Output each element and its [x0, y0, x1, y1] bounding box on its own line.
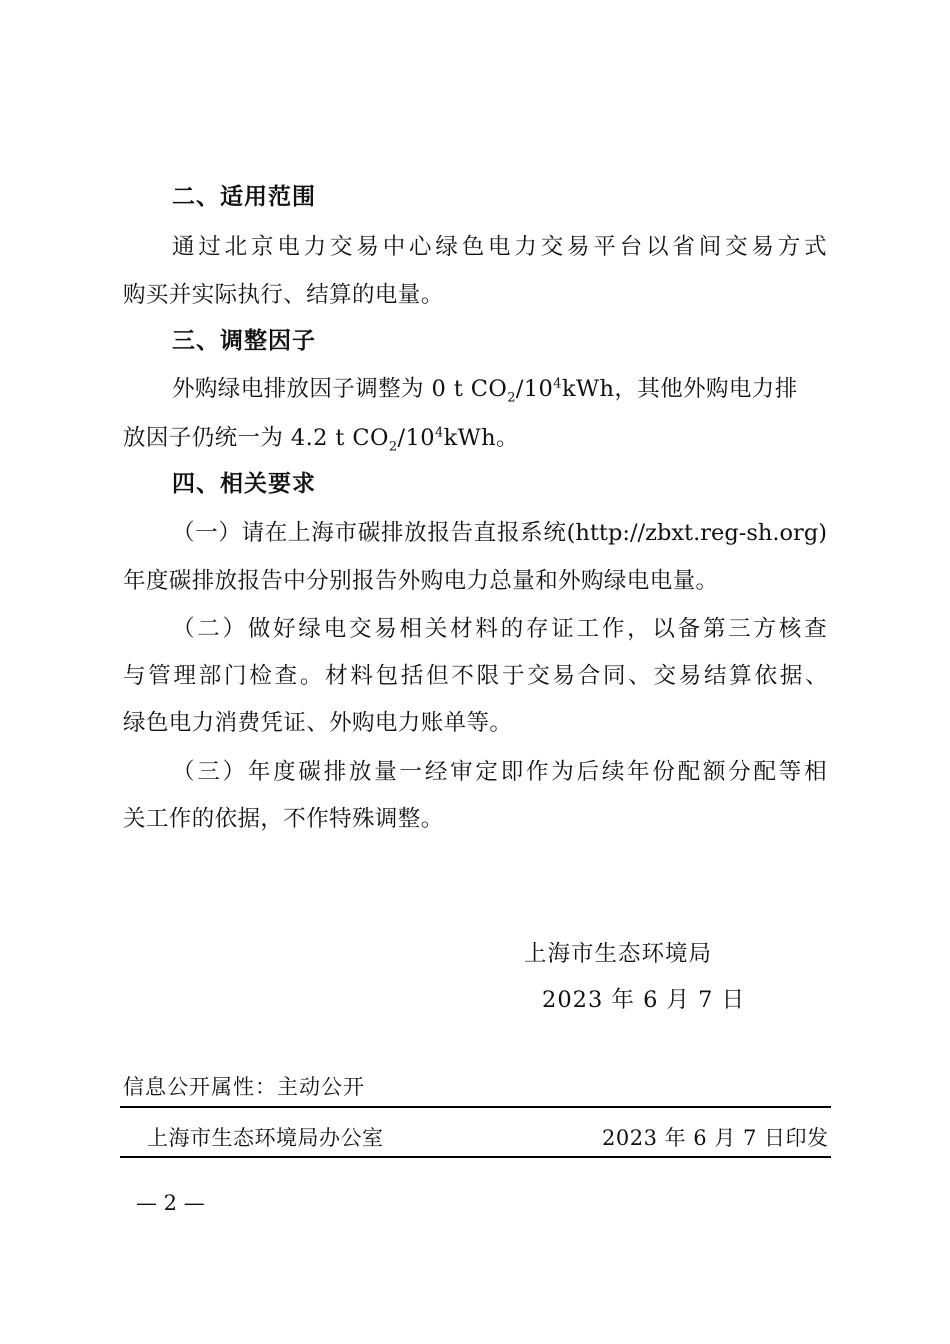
signature-organization: 上海市生态环境局 [524, 941, 713, 967]
scope-paragraph-line-2: 购买并实际执行、结算的电量。 [123, 282, 444, 308]
requirement-3-line-2: 关工作的依据，不作特殊调整。 [123, 806, 444, 832]
section-heading-factor: 三、调整因子 [172, 328, 316, 354]
section-heading-scope: 二、适用范围 [172, 184, 316, 210]
requirement-2-line-1: （二）做好绿电交易相关材料的存证工作，以备第三方核查 [172, 616, 827, 642]
issue-date: 2023 年 6 月 7 日印发 [602, 1126, 829, 1150]
section-heading-requirements: 四、相关要求 [172, 471, 316, 497]
factor-paragraph-line-2: 放因子仍统一为 4.2 t $CO_2/10^4kWh$。 [123, 425, 519, 455]
factor-paragraph-line-1: 外购绿电排放因子调整为 0 t $CO_2/10^4kWh$，其他外购电力排 [172, 376, 798, 406]
requirement-2-line-2: 与管理部门检查。材料包括但不限于交易合同、交易结算依据、 [123, 663, 828, 689]
requirement-1-line-2: 年度碳排放报告中分别报告外购电力总量和外购绿电电量。 [123, 568, 719, 594]
disclosure-attribute: 信息公开属性：主动公开 [123, 1075, 365, 1099]
requirement-1-line-1: （一）请在上海市碳排放报告直报系统(http://zbxt.reg-sh.org) [172, 520, 827, 546]
signature-date: 2023 年 6 月 7 日 [542, 987, 746, 1013]
footer-top-rule [120, 1106, 831, 1108]
footer-bottom-rule [120, 1156, 831, 1158]
scope-paragraph-line-1: 通过北京电力交易中心绿色电力交易平台以省间交易方式 [172, 234, 827, 260]
requirement-2-line-3: 绿色电力消费凭证、外购电力账单等。 [123, 710, 513, 736]
issuing-office: 上海市生态环境局办公室 [147, 1126, 384, 1150]
requirement-3-line-1: （三）年度碳排放量一经审定即作为后续年份配额分配等相 [172, 759, 827, 785]
page-number: — 2 — [136, 1191, 205, 1215]
